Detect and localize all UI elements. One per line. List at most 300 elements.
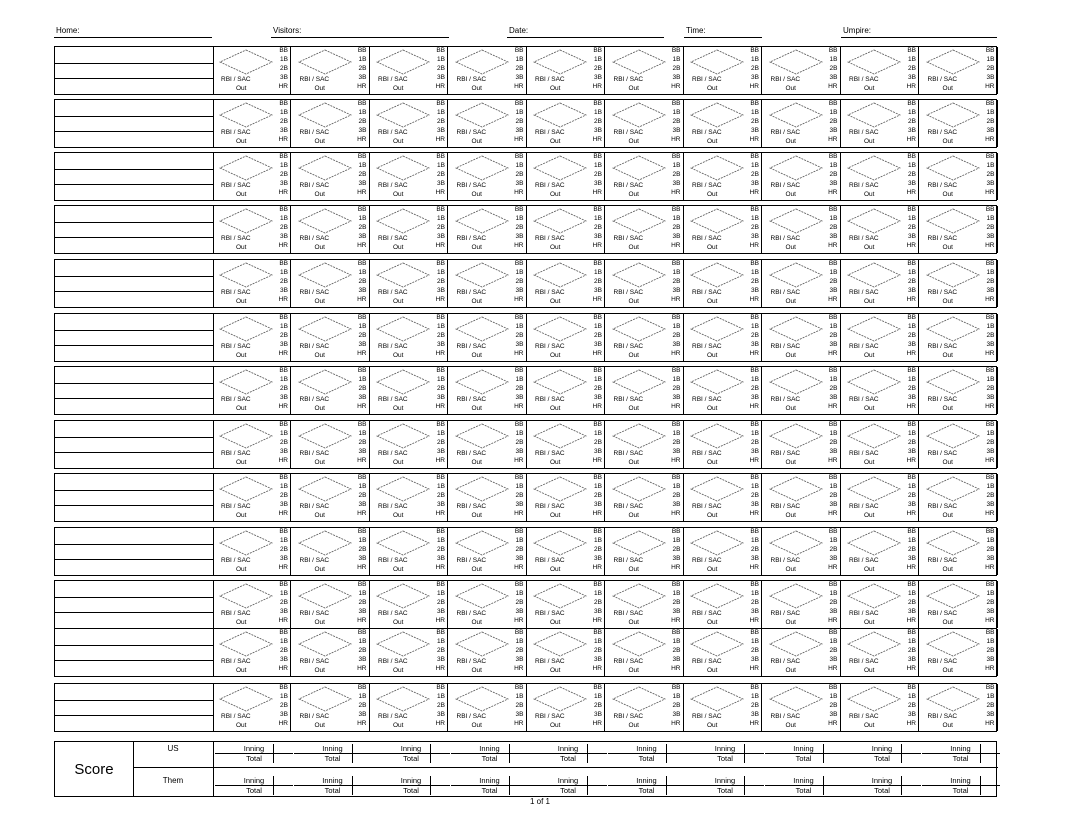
inning-score-box[interactable] <box>843 744 921 763</box>
at-bat-cell[interactable] <box>527 260 605 307</box>
hit-type-label: 1B <box>280 108 288 116</box>
batter-name-cell[interactable] <box>55 206 214 253</box>
hit-type-label: HR <box>592 456 602 464</box>
at-bat-cell[interactable] <box>527 528 605 575</box>
rbi-sac-label: RBI / SAC <box>692 182 722 189</box>
inning-score-box[interactable] <box>843 776 921 795</box>
name-line <box>55 597 213 598</box>
hit-types <box>436 528 445 573</box>
at-bat-cell[interactable] <box>292 528 370 575</box>
hit-types <box>593 47 602 92</box>
hit-type-label: 1B <box>672 268 681 276</box>
at-bat-cell[interactable] <box>527 206 605 253</box>
at-bat-cell[interactable] <box>449 367 527 414</box>
hit-type-label: 1B <box>358 108 367 116</box>
rbi-sac-label: RBI / SAC <box>613 557 644 564</box>
inning-score-box[interactable] <box>529 744 607 763</box>
date-field[interactable] <box>507 26 664 38</box>
at-bat-cell[interactable] <box>763 629 841 676</box>
at-bat-cell[interactable] <box>292 206 370 253</box>
batter-name-cell[interactable] <box>55 474 214 521</box>
at-bat-cell[interactable] <box>449 528 527 575</box>
hit-type-label: 1B <box>280 429 288 437</box>
at-bat-cell[interactable] <box>684 206 762 253</box>
out-label: Out <box>942 405 953 412</box>
inning-score-box[interactable] <box>372 776 450 795</box>
divider <box>980 776 981 795</box>
at-bat-cell[interactable] <box>292 100 370 147</box>
hit-type-label: BB <box>436 474 445 481</box>
at-bat-cell[interactable] <box>213 421 291 468</box>
rbi-sac-label: RBI / SAC <box>692 129 722 136</box>
at-bat-cell[interactable] <box>213 206 291 253</box>
batter-name-cell[interactable] <box>55 684 214 731</box>
hit-type-label: 2B <box>515 701 524 709</box>
hit-type-label: 1B <box>829 589 838 597</box>
at-bat-cell[interactable] <box>213 684 291 731</box>
at-bat-cell[interactable] <box>527 474 605 521</box>
hit-type-label: 2B <box>829 64 838 72</box>
at-bat-cell[interactable] <box>841 528 919 575</box>
batter-name-cell[interactable] <box>55 47 214 94</box>
out-label: Out <box>707 85 718 92</box>
hit-type-label: BB <box>985 629 995 636</box>
hit-type-label: 1B <box>515 589 524 597</box>
hit-type-label: 2B <box>280 223 288 231</box>
inning-score-box[interactable] <box>529 776 607 795</box>
base-diamond-icon <box>769 583 823 609</box>
hit-types <box>514 421 523 466</box>
divider <box>509 744 510 763</box>
at-bat-cell[interactable] <box>684 47 762 94</box>
hit-type-label: BB <box>907 581 916 588</box>
at-bat-cell[interactable] <box>213 528 291 575</box>
at-bat-cell[interactable] <box>213 629 291 676</box>
hit-type-label: BB <box>828 474 838 481</box>
hit-type-label: HR <box>592 241 602 249</box>
hit-type-label: BB <box>436 206 445 213</box>
at-bat-cell[interactable] <box>370 314 448 361</box>
batter-name-cell[interactable] <box>55 314 214 361</box>
at-bat-cell[interactable] <box>684 684 762 731</box>
at-bat-cell[interactable] <box>684 629 762 676</box>
hit-type-label: HR <box>592 563 602 571</box>
base-diamond-icon <box>376 631 430 657</box>
divider <box>352 776 353 795</box>
at-bat-cell[interactable] <box>841 629 919 676</box>
at-bat-cell[interactable] <box>684 474 762 521</box>
at-bat-cell[interactable] <box>920 528 998 575</box>
at-bat-cell[interactable] <box>213 581 291 628</box>
at-bat-cell[interactable] <box>449 474 527 521</box>
at-bat-cell[interactable] <box>606 581 684 628</box>
at-bat-cell[interactable] <box>449 421 527 468</box>
hit-type-label: BB <box>514 367 524 374</box>
home-field[interactable] <box>54 26 212 38</box>
at-bat-cell[interactable] <box>449 314 527 361</box>
hit-type-label: BB <box>671 47 681 54</box>
at-bat-cell[interactable] <box>292 581 370 628</box>
hit-types <box>671 684 680 729</box>
at-bat-cell[interactable] <box>920 629 998 676</box>
at-bat-cell[interactable] <box>527 629 605 676</box>
at-bat-cell[interactable] <box>841 684 919 731</box>
at-bat-cell[interactable] <box>292 153 370 200</box>
at-bat-cell[interactable] <box>449 47 527 94</box>
rbi-sac-label: RBI / SAC <box>299 713 330 720</box>
umpire-field[interactable] <box>841 26 997 38</box>
at-bat-cell[interactable] <box>449 206 527 253</box>
at-bat-cell[interactable] <box>213 367 291 414</box>
hit-type-label: 2B <box>358 598 367 606</box>
hit-type-label: BB <box>750 629 759 636</box>
hit-types <box>750 684 759 729</box>
at-bat-cell[interactable] <box>920 153 998 200</box>
at-bat-cell[interactable] <box>370 684 448 731</box>
hit-type-label: 1B <box>672 108 681 116</box>
out-label: Out <box>471 722 482 729</box>
rbi-sac-label: RBI / SAC <box>535 610 565 617</box>
at-bat-cell[interactable] <box>763 47 841 94</box>
hit-type-label: 1B <box>986 482 995 490</box>
at-bat-cell[interactable] <box>920 47 998 94</box>
hit-type-label: 3B <box>280 232 288 240</box>
at-bat-cell[interactable] <box>684 421 762 468</box>
hit-type-label: 1B <box>437 108 445 116</box>
at-bat-cell[interactable] <box>763 100 841 147</box>
at-bat-cell[interactable] <box>370 474 448 521</box>
inning-score-box[interactable] <box>372 744 450 763</box>
at-bat-cell[interactable] <box>370 153 448 200</box>
hit-type-label: HR <box>906 402 916 410</box>
visitors-field[interactable] <box>271 26 449 38</box>
at-bat-cell[interactable] <box>370 367 448 414</box>
hit-type-label: 2B <box>594 384 602 392</box>
out-label: Out <box>942 85 953 92</box>
hit-type-label: HR <box>985 82 995 90</box>
inning-score-box[interactable] <box>215 776 293 795</box>
at-bat-cell[interactable] <box>213 260 291 307</box>
hit-type-label: 3B <box>986 554 995 562</box>
hit-type-label: 2B <box>672 491 681 499</box>
hit-type-label: 3B <box>594 500 602 508</box>
at-bat-cell[interactable] <box>763 684 841 731</box>
out-label: Out <box>236 85 247 92</box>
batter-name-cell[interactable] <box>55 528 214 575</box>
hit-types <box>828 367 837 412</box>
inning-score-box[interactable] <box>922 776 1000 795</box>
hit-types <box>671 528 680 573</box>
at-bat-cell[interactable] <box>920 684 998 731</box>
rbi-sac-label: RBI / SAC <box>535 396 565 403</box>
hit-type-label: BB <box>593 100 602 107</box>
at-bat-cell[interactable] <box>920 474 998 521</box>
at-bat-cell[interactable] <box>920 367 998 414</box>
total-label: Total <box>952 786 969 795</box>
at-bat-cell[interactable] <box>370 581 448 628</box>
inning-score-box[interactable] <box>765 776 843 795</box>
at-bat-cell[interactable] <box>606 314 684 361</box>
out-label: Out <box>236 667 247 674</box>
hit-type-label: 3B <box>672 500 681 508</box>
at-bat-cell[interactable] <box>527 581 605 628</box>
at-bat-cell[interactable] <box>370 260 448 307</box>
at-bat-cell[interactable] <box>292 260 370 307</box>
hit-type-label: BB <box>671 153 681 160</box>
out-label: Out <box>393 667 404 674</box>
hit-type-label: HR <box>828 664 838 672</box>
at-bat-cell[interactable] <box>449 100 527 147</box>
rbi-sac-label: RBI / SAC <box>692 713 722 720</box>
hit-type-label: BB <box>514 421 524 428</box>
at-bat-cell[interactable] <box>606 528 684 575</box>
at-bat-cell[interactable] <box>527 367 605 414</box>
inning-score-box[interactable] <box>686 744 764 763</box>
at-bat-cell[interactable] <box>292 684 370 731</box>
at-bat-cell[interactable] <box>763 367 841 414</box>
hit-type-label: 3B <box>672 340 681 348</box>
at-bat-cell[interactable] <box>370 206 448 253</box>
at-bat-cell[interactable] <box>684 100 762 147</box>
at-bat-cell[interactable] <box>527 153 605 200</box>
at-bat-cell[interactable] <box>527 684 605 731</box>
hit-types <box>750 260 759 305</box>
batter-name-cell[interactable] <box>55 100 214 147</box>
out-label: Out <box>942 722 953 729</box>
at-bat-cell[interactable] <box>841 47 919 94</box>
hit-type-label: 1B <box>437 692 445 700</box>
at-bat-cell[interactable] <box>606 367 684 414</box>
rbi-sac-label: RBI / SAC <box>299 182 330 189</box>
batter-row <box>54 628 997 677</box>
at-bat-cell[interactable] <box>606 474 684 521</box>
hit-type-label: 1B <box>515 322 524 330</box>
at-bat-cell[interactable] <box>684 581 762 628</box>
inning-score-box[interactable] <box>765 744 843 763</box>
at-bat-cell[interactable] <box>449 684 527 731</box>
at-bat-cell[interactable] <box>449 153 527 200</box>
at-bat-cell[interactable] <box>763 581 841 628</box>
hit-types <box>985 474 994 519</box>
hit-type-label: 1B <box>986 55 995 63</box>
hit-type-label: 1B <box>986 692 995 700</box>
inning-label: Inning <box>372 744 450 754</box>
at-bat-cell[interactable] <box>684 367 762 414</box>
hit-type-label: 2B <box>515 277 524 285</box>
at-bat-cell[interactable] <box>763 474 841 521</box>
at-bat-cell[interactable] <box>763 314 841 361</box>
at-bat-cell[interactable] <box>841 367 919 414</box>
batter-name-cell[interactable] <box>55 581 214 628</box>
rbi-sac-label: RBI / SAC <box>770 235 801 242</box>
at-bat-cell[interactable] <box>449 629 527 676</box>
inning-score-box[interactable] <box>215 744 293 763</box>
at-bat-cell[interactable] <box>370 528 448 575</box>
at-bat-cell[interactable] <box>841 314 919 361</box>
at-bat-cell[interactable] <box>292 421 370 468</box>
at-bat-cell[interactable] <box>449 581 527 628</box>
at-bat-cell[interactable] <box>527 421 605 468</box>
hit-type-label: BB <box>671 629 681 636</box>
hit-type-label: 3B <box>437 710 445 718</box>
hit-types <box>907 260 916 305</box>
hit-types <box>279 528 288 573</box>
hit-type-label: 3B <box>437 393 445 401</box>
at-bat-cell[interactable] <box>527 314 605 361</box>
inning-score-box[interactable] <box>608 744 686 763</box>
batter-name-cell[interactable] <box>55 367 214 414</box>
hit-types <box>436 367 445 412</box>
at-bat-cell[interactable] <box>841 100 919 147</box>
at-bat-cell[interactable] <box>606 629 684 676</box>
hit-type-label: HR <box>435 241 445 249</box>
inning-score-box[interactable] <box>294 744 372 763</box>
at-bat-cell[interactable] <box>841 153 919 200</box>
rbi-sac-label: RBI / SAC <box>378 450 408 457</box>
at-bat-cell[interactable] <box>763 153 841 200</box>
at-bat-cell[interactable] <box>606 260 684 307</box>
inning-score-box[interactable] <box>608 776 686 795</box>
at-bat-cell[interactable] <box>370 47 448 94</box>
at-bat-cell[interactable] <box>606 421 684 468</box>
at-bat-cell[interactable] <box>292 314 370 361</box>
hit-type-label: HR <box>514 402 524 410</box>
hit-types <box>593 153 602 198</box>
hit-type-label: BB <box>828 367 838 374</box>
hit-type-label: 3B <box>829 607 838 615</box>
umpire-label: Umpire: <box>843 26 872 35</box>
at-bat-cell[interactable] <box>920 314 998 361</box>
at-bat-cell[interactable] <box>606 47 684 94</box>
at-bat-cell[interactable] <box>370 100 448 147</box>
hit-type-label: 1B <box>594 55 602 63</box>
at-bat-cell[interactable] <box>763 421 841 468</box>
at-bat-cell[interactable] <box>841 421 919 468</box>
rbi-sac-label: RBI / SAC <box>299 503 330 510</box>
at-bat-cell[interactable] <box>684 260 762 307</box>
at-bat-cell[interactable] <box>920 581 998 628</box>
divider <box>133 767 998 768</box>
at-bat-cell[interactable] <box>684 153 762 200</box>
at-bat-cell[interactable] <box>606 206 684 253</box>
at-bat-cell[interactable] <box>841 206 919 253</box>
at-bat-cell[interactable] <box>684 528 762 575</box>
at-bat-cell[interactable] <box>763 260 841 307</box>
hit-type-label: 1B <box>515 429 524 437</box>
at-bat-cell[interactable] <box>292 474 370 521</box>
at-bat-cell[interactable] <box>684 314 762 361</box>
hit-type-label: BB <box>436 100 445 107</box>
out-label: Out <box>785 405 796 412</box>
hit-type-label: BB <box>985 153 995 160</box>
hit-type-label: 3B <box>986 655 995 663</box>
batter-name-cell[interactable] <box>55 629 214 676</box>
rbi-sac-label: RBI / SAC <box>927 235 958 242</box>
base-diamond-icon <box>455 686 509 712</box>
hit-type-label: 1B <box>986 589 995 597</box>
at-bat-cell[interactable] <box>292 47 370 94</box>
hit-type-label: 2B <box>515 646 524 654</box>
at-bat-cell[interactable] <box>292 629 370 676</box>
inning-label: Inning <box>294 776 372 786</box>
inning-label: Inning <box>451 776 529 786</box>
hit-type-label: BB <box>357 314 367 321</box>
hit-type-label: 2B <box>908 438 916 446</box>
hit-type-label: BB <box>593 367 602 374</box>
hit-type-label: HR <box>514 188 524 196</box>
hit-type-label: 1B <box>751 482 759 490</box>
at-bat-cell[interactable] <box>370 421 448 468</box>
inning-score-box[interactable] <box>451 744 529 763</box>
at-bat-cell[interactable] <box>449 260 527 307</box>
at-bat-cell[interactable] <box>606 153 684 200</box>
at-bat-cell[interactable] <box>841 260 919 307</box>
base-diamond-icon <box>298 49 352 75</box>
rbi-sac-label: RBI / SAC <box>770 289 801 296</box>
hit-type-label: 2B <box>829 701 838 709</box>
at-bat-cell[interactable] <box>213 47 291 94</box>
hit-type-label: 2B <box>515 598 524 606</box>
hit-type-label: 1B <box>358 322 367 330</box>
batter-name-cell[interactable] <box>55 153 214 200</box>
at-bat-cell[interactable] <box>213 153 291 200</box>
hit-type-label: 3B <box>829 655 838 663</box>
hit-type-label: HR <box>357 664 367 672</box>
at-bat-cell[interactable] <box>920 206 998 253</box>
at-bat-cell[interactable] <box>841 474 919 521</box>
at-bat-cell[interactable] <box>527 100 605 147</box>
at-bat-cell[interactable] <box>292 367 370 414</box>
inning-score-box[interactable] <box>922 744 1000 763</box>
at-bat-cell[interactable] <box>920 421 998 468</box>
out-label: Out <box>314 405 325 412</box>
inning-score-box[interactable] <box>451 776 529 795</box>
inning-score-box[interactable] <box>686 776 764 795</box>
at-bat-cell[interactable] <box>763 206 841 253</box>
hit-type-label: 2B <box>829 598 838 606</box>
hit-type-label: 3B <box>594 73 602 81</box>
at-bat-cell[interactable] <box>763 528 841 575</box>
hit-type-label: HR <box>278 719 288 727</box>
at-bat-cell[interactable] <box>920 260 998 307</box>
base-diamond-icon <box>533 686 587 712</box>
batter-name-cell[interactable] <box>55 260 214 307</box>
at-bat-cell[interactable] <box>213 474 291 521</box>
hit-type-label: HR <box>592 188 602 196</box>
out-label: Out <box>550 352 561 359</box>
at-bat-cell[interactable] <box>841 581 919 628</box>
hit-type-label: HR <box>749 295 759 303</box>
at-bat-cell[interactable] <box>606 100 684 147</box>
at-bat-cell[interactable] <box>370 629 448 676</box>
hit-type-label: HR <box>671 456 681 464</box>
hit-types <box>357 421 366 466</box>
batter-name-cell[interactable] <box>55 421 214 468</box>
hit-type-label: 3B <box>908 607 916 615</box>
at-bat-cell[interactable] <box>213 100 291 147</box>
hit-type-label: BB <box>750 367 759 374</box>
hit-type-label: BB <box>671 684 681 691</box>
inning-score-box[interactable] <box>294 776 372 795</box>
time-field[interactable] <box>684 26 762 38</box>
divider <box>430 744 431 763</box>
at-bat-cell[interactable] <box>606 684 684 731</box>
at-bat-cell[interactable] <box>920 100 998 147</box>
at-bat-cell[interactable] <box>527 47 605 94</box>
hit-type-label: HR <box>357 509 367 517</box>
hit-types <box>357 684 366 729</box>
at-bat-cell[interactable] <box>213 314 291 361</box>
